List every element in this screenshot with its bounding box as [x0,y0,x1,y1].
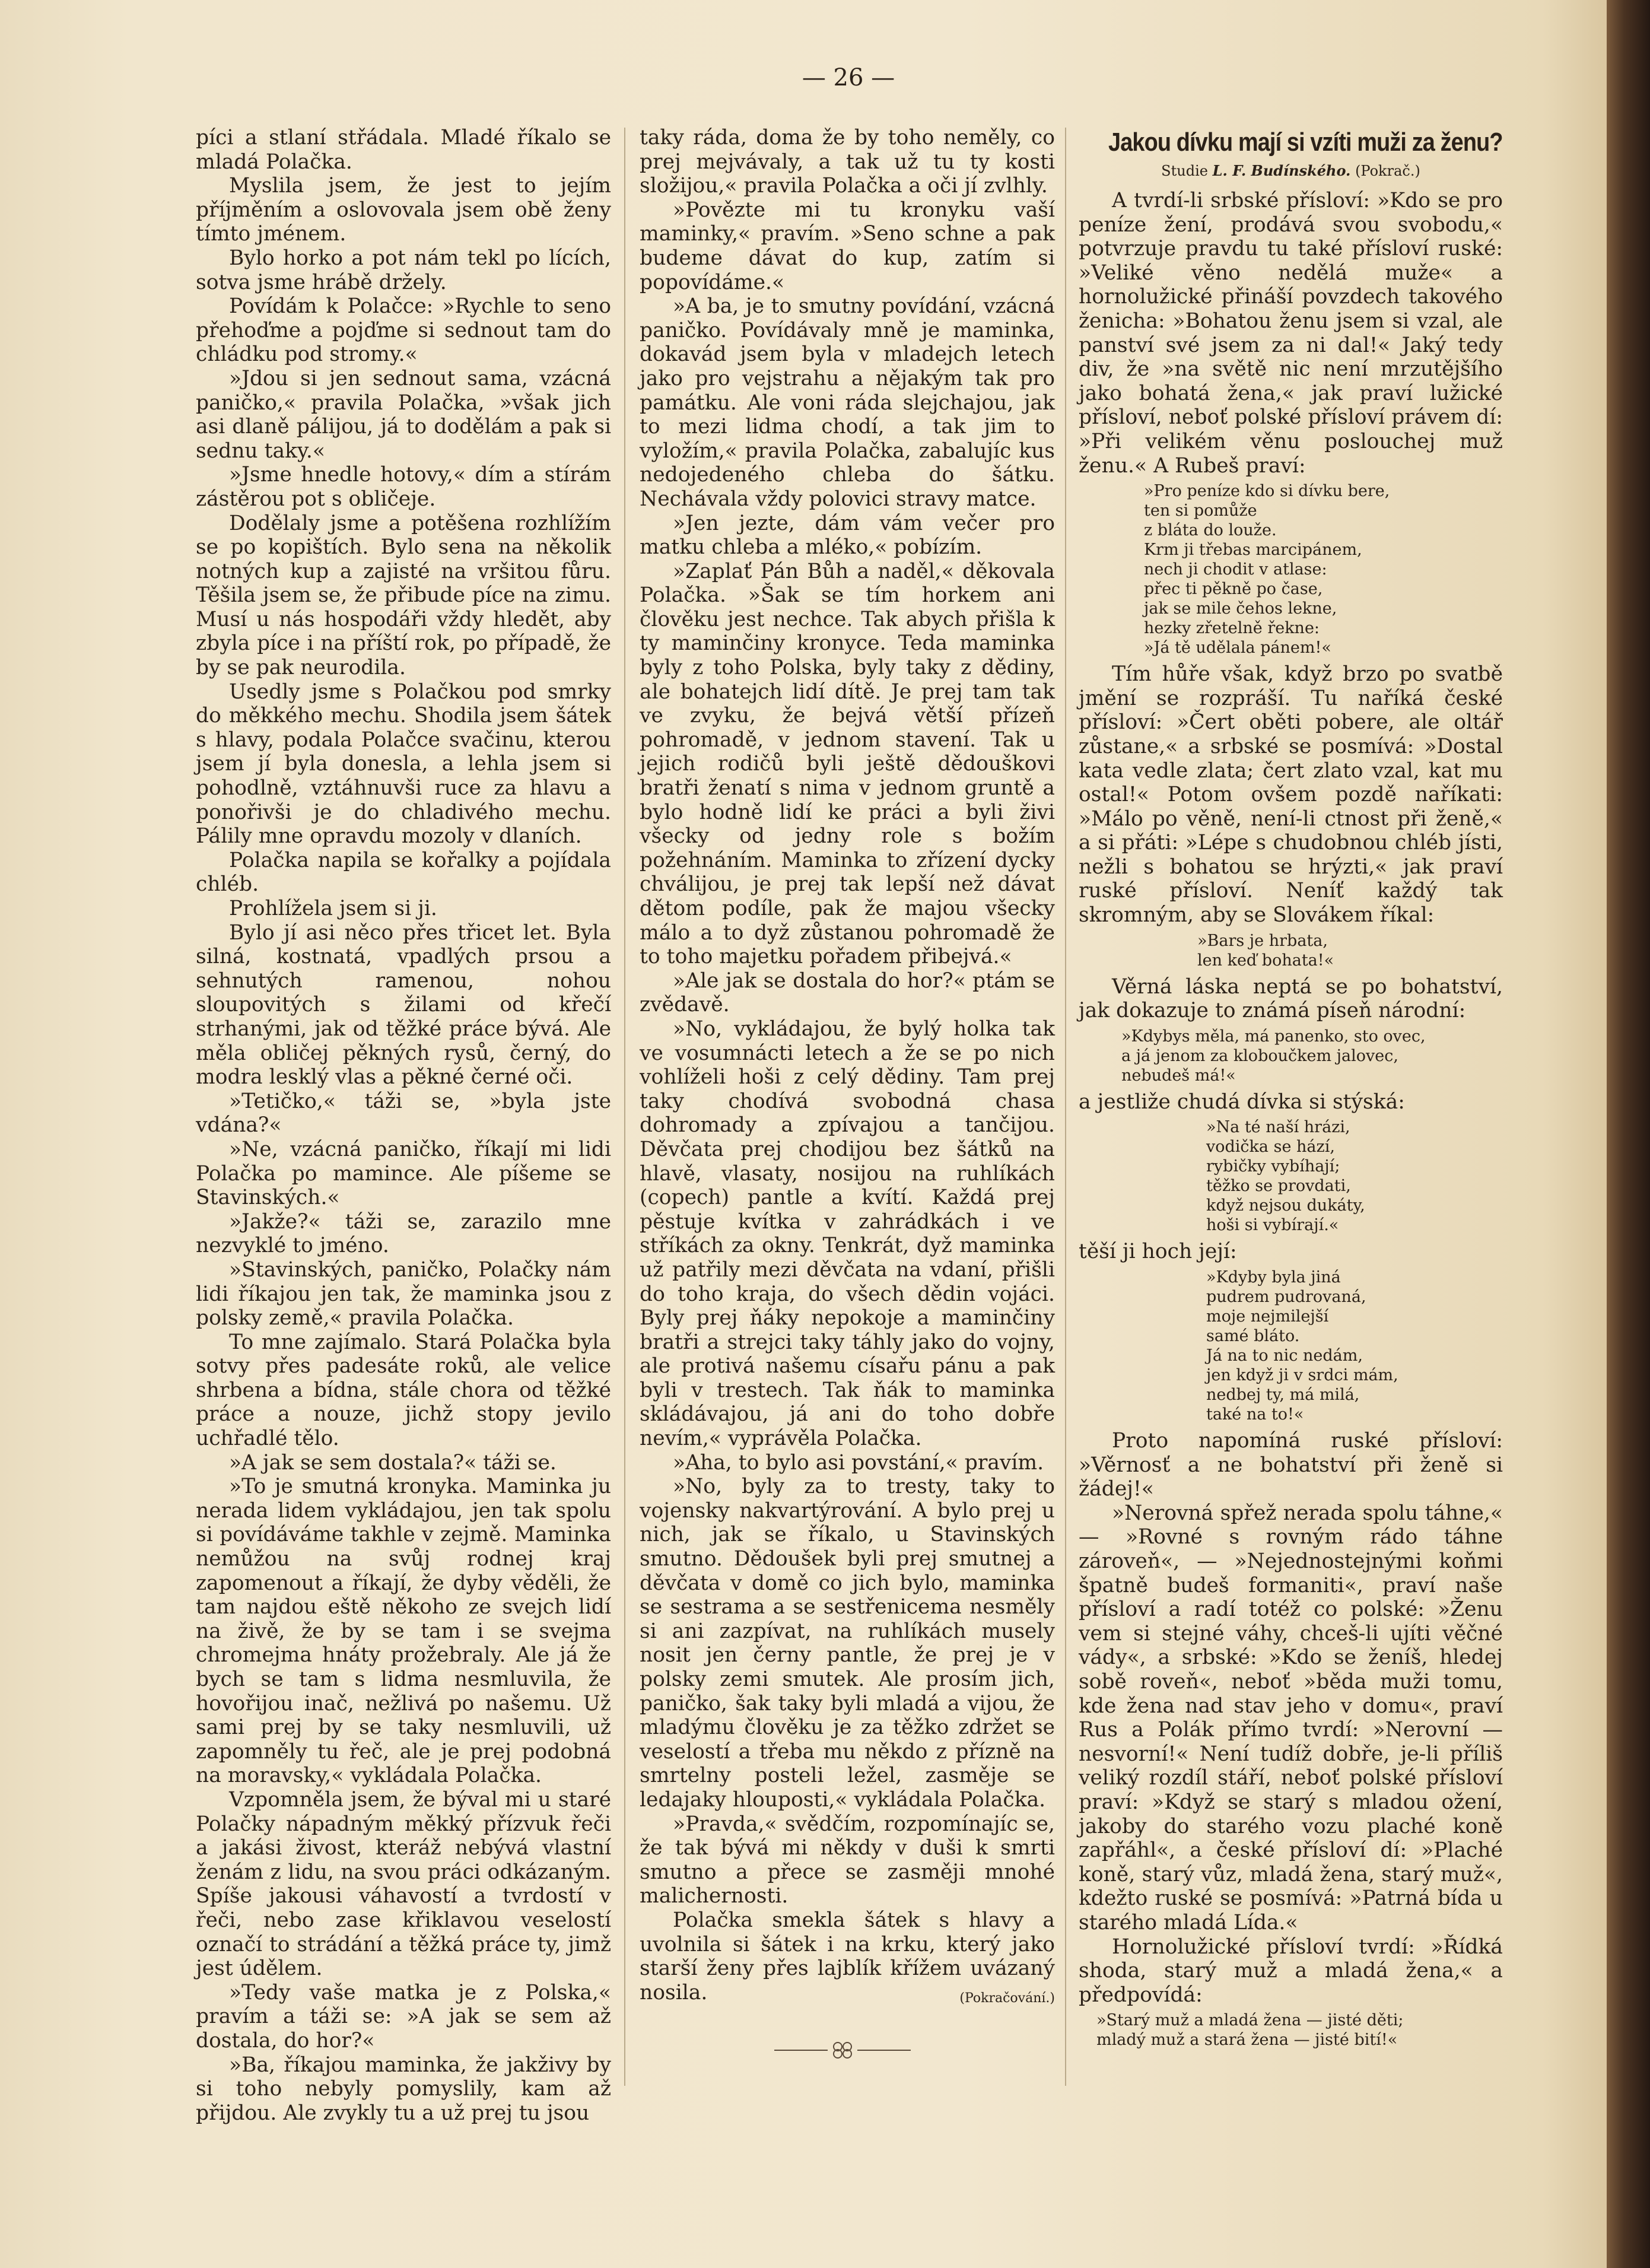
verse-line: když nejsou dukáty, [1206,1196,1365,1215]
column-divider [624,128,625,2086]
verse-line: hezky zřetelně řekne: [1144,619,1320,638]
verse-proverb [1079,2010,1503,2050]
paragraph: »Jdou si jen sednout sama, vzácná paničko,« pravila Polačka, »však jich asi dlaně pálijou, já to dodělám a pak si sednu taky.« [196,366,611,463]
verse-line: »Pro peníze kdo si dívku bere, [1144,482,1390,501]
continuation-mark: (Pokrač.) [1355,163,1420,179]
verse-line: pudrem pudrovaná, [1206,1288,1366,1307]
paragraph: Věrná láska neptá se po bohatství, jak dokazuje to známá píseň národní: [1079,974,1503,1023]
verse-line: Já na to nic nedám, [1206,1346,1363,1365]
paragraph: Myslila jsem, že jest to jejím příjměním a oslovovala jsem obě ženy tímto jménem. [196,174,611,246]
paragraph: Polačka napila se kořalky a pojídala chléb. [196,848,611,897]
paragraph: píci a stlaní střádala. Mladé říkalo se mladá Polačka. [196,126,611,174]
paragraph: »Aha, to bylo asi povstání,« pravím. [673,1450,1044,1475]
paragraph-text: Polačka smekla šátek s hlavy a uvolnila si šátek i na krku, který jako starší ženy přes lajblík křížem uvázaný nosila. [640,1908,1055,2005]
paragraph: »Zaplať Pán Bůh a naděl,« děkovala Polačka. »Šak se tím horkem ani člověku jest nechce. Tak abych přišla k ty maminčiny kronyce. Teda maminka byly z toho Polska, byly taky z dědiny, ale bohatejch lidí dítě. Je prej tam tak ve zvyku, že bejvá větší přízeň pohromadě, v jednom stavení. Tak u jejich rodičů byli ještě dědouškovi bratři ženatí s nima v jednom gruntě a bylo hodně lidí ke práci a byli živi všecky od jedny role s božím požehnáním. Maminka to zřízení dycky chválijou, je prej tak lepší než dávat dětom podíle, pak že majou všecky málo a to dyž zůstanou pohromadě že to toho majetku pořadem přibejvá.« [640,559,1055,969]
page-number: — 26 — [802,64,895,91]
verse-poor-girl [1079,1117,1503,1235]
verse-folk-song [1079,1027,1503,1085]
paragraph: »No, vykládajou, že bylý holka tak ve vosumnácti letech a že se po nich vohlíželi hoši z celý dědiny. Tam prej taky chodívá svobodná chasa dohromady a zpívajou a tančijou. Děvčata prej chodijou bez šátků na hlavě, vlasaty, nosijou na ruhlíkách (copech) pantle a kvítí. Každá prej pěstuje kvítka v zahrádkách i ve stříkách za okny. Tenkrát, dyž maminka už patřily mezi děvčata na vdaní, přišli do toho kraja, do všech dědin vojáci. Byly prej ňáky nepokoje a maminčiny bratři a strejci taky táhly jako do vojny, ale protivá našemu císařu pánu a pak byli v trestech. Tak ňák to maminka skládávajou, já ani do toho dobře nevím,« vyprávěla Polačka. [640,1017,1055,1451]
verse-line: z bláta do louže. [1144,521,1277,540]
author-name: L. F. Budínského. [1212,162,1351,179]
verse-line: ten si pomůže [1144,501,1257,520]
paragraph: »To je smutná kronyka. Maminka ju nerada lidem vykládajou, jen tak spolu si povídáváme takhle v zejmě. Maminka nemůžou na svůj rodnej kraj zapomenout a říkají, že dyby věděli, že tam najdou eště někoho ze svejch lidí na živě, že by se tam i se svejma chromejma hnáty prožebraly. Ale já že bych se tam s lidma nesmluvila, že hovořijou inač, nežlivá po našemu. Už sami prej by se taky nesmluvili, už zapomněly tu řeč, ale je prej podobná na moravsky,« vykládala Polačka. [196,1475,611,1788]
paragraph: těší ji hoch její: [1079,1240,1237,1264]
verse-line: jen když ji v srdci mám, [1206,1366,1398,1385]
verse-line: nedbej ty, má milá, [1206,1386,1360,1405]
paragraph: »Povězte mi tu kronyku vaší maminky,« pravím. »Seno schne a pak budeme dávat do kup, zatím si popovídáme.« [640,198,1055,294]
verse-line: »Na té naší hrázi, [1206,1118,1350,1137]
verse-line: rybičky vybíhají; [1206,1157,1340,1176]
paragraph: »Pravda,« svědčím, rozpomínajíc se, že tak bývá mi někdy v duši k smrti smutno a přece se zasměji mnohé malichernosti. [640,1812,1055,1908]
paragraph: »Nerovná spřež nerada spolu táhne,« — »Rovné s rovným rádo táhne zároveň«, — »Nejednostejnými koňmi špatně budeš formaniti«, praví naše přísloví a radí totéž co polské: »Ženu vem si stejné váhy, chceš-li ujíti věčné vády«, a srbské: »Kdo se ženíš, hledej sobě roveň«, neboť »běda muži tomu, kde žena nad stav jeho v domu«, praví Rus a Polák přímo tvrdí: »Nerovní — nesvorní!« Není tudíž dobře, je-li příliš veliký rozdíl stáří, neboť polské přísloví praví: »Když se starý s mladou ožení, jakoby do starého vozu plaché koně zapřáhl«, a české přísloví dí: »Plaché koně, starý vůz, mladá žena, starý muž«, kdežto ruské se posmívá: »Patrná bída u starého mladá Lída.« [1079,1501,1503,1935]
paragraph: »Stavinských, paničko, Polačky nám lidi říkajou jen tak, že maminka jsou z polsky země,« pravila Polačka. [196,1257,611,1330]
end-ornament-icon [771,2038,914,2062]
verse-line: »Kdyby byla jiná [1206,1268,1341,1287]
article-subtitle [1079,159,1503,183]
verse-line: vodička se hází, [1206,1138,1335,1157]
paragraph: »Ale jak se dostala do hor?« ptám se zvědavě. [640,968,1055,1017]
paragraph: Tím hůře však, když brzo po svatbě jmění se rozpráší. Tu naříká české přísloví: »Čert oběti pobere, ale oltář zůstane,« a srbské se posmívá: »Dostal kata vedle zlata; čert zlato vzal, kat mu ostal!« Potom ovšem pozdě naříkati: »Málo po věně, není-li ctnost při ženě,« a si přáti: »Lépe s chudobnou chléb jísti, nežli s bohatou se hrýzti,« jak praví ruské přísloví. Neníť každý tak skromným, aby se Slovákem říkal: [1079,662,1503,927]
verse-line: »Já tě udělala pánem!« [1144,639,1331,657]
verse-line: také na to!« [1206,1405,1304,1424]
paragraph: Proto napomíná ruské přísloví: »Věrnosť a ne bohatství při ženě si žádej!« [1079,1429,1503,1501]
paragraph: Vzpomněla jsem, že býval mi u staré Polačky nápadným měkký přízvuk řeči a jakási živost, kteráž nebývá vlastní ženám z lidu, na svou práci odkázaným. Spíše jakousi váhavostí a tvrdostí v řeči, nebo zase křiklavou veselostí označí to strádání a těžká práce ty, jimž jest údělem. [196,1787,611,1981]
verse-line: nebudeš má!« [1121,1066,1236,1085]
verse-boy [1079,1268,1503,1424]
paragraph: To mne zajímalo. Stará Polačka byla sotvy přes padesáte roků, ale velice shrbena a bídna, stále chora od těžké práce a nouze, jichž stopy jevilo uchřadlé tělo. [196,1330,611,1451]
paragraph: »Tetičko,« táži se, »byla jste vdána?« [196,1089,611,1138]
verse-line: jak se mile čehos lekne, [1144,599,1337,618]
verse-line: hoši si vybírají.« [1206,1216,1339,1235]
column-divider [1065,128,1066,2086]
paragraph: »No, byly za to tresty, taky to vojensky nakvartýrování. A bylo prej u nich, jak se říkalo, u Stavinských smutno. Dědoušek byli prej smutnej a děvčata v domě co jich bylo, maminka se sestrama a se sestřenicema nesměly si ani zazpívat, na ruhlíkách musely nosit jen černy pantle, že prej je v polsky zemi smutek. Ale prosím jich, paničko, šak taky byli mladá a vijou, že mladýmu člověku je za těžko zdržet se veselostí a třeba mu někdo z přízně na smrtelny posteli ležel, zasměje se ledajaky hlouposti,« vykládala Polačka. [640,1475,1055,1812]
paragraph: »Tedy vaše matka je z Polska,« pravím a táži se: »A jak se sem až dostala, do hor?« [196,1980,611,2053]
verse-rubes [1079,481,1503,657]
paragraph: A tvrdí-li srbské přísloví: »Kdo se pro peníze žení, prodává svou svobodu,« potvrzuje pravdu tu také přísloví ruské: »Veliké věno nedělá muže« a hornolužické přináší povzdech takového ženicha: »Bohatou ženu jsem si vzal, ale panství své jsem za ni dal!« Jaký tedy div, že »na světě nic není mrzutějšího jako bohatá žena,« jak praví lužické přísloví, neboť polské přísloví právem dí: »Při velikém věnu poslouchej muž ženu.« A Rubeš praví: [1079,189,1503,478]
paragraph: »Jakže?« táži se, zarazilo mne nezvyklé to jméno. [196,1209,611,1258]
column-3 [1079,126,1503,2054]
verse-line: a já jenom za kloboučkem jalovec, [1121,1046,1398,1065]
verse-line: těžko se provdati, [1206,1177,1351,1196]
paragraph: Bylo horko a pot nám tekl po lících, sotva jsme hrábě držely. [196,246,611,294]
verse-line: samé bláto. [1206,1327,1300,1346]
verse-line: Krm ji třebas marcipánem, [1144,541,1362,560]
paragraph: »A jak se sem dostala?« táži se. [229,1450,557,1475]
subtitle-prefix: Studie [1161,163,1208,179]
paragraph-last [640,1908,1055,2005]
verse-slovak [1079,931,1503,970]
verse-line: »Kdybys měla, má panenko, sto ovec, [1121,1027,1426,1046]
book-spine [1607,0,1650,2268]
paragraph: Usedly jsme s Polačkou pod smrky do měkkého mechu. Shodila jsem šátek s hlavy, podala Polačce svačinu, kterou jsem jí byla donesla, a lehla jsem si pohodlně, vztáhnuvši ruce za hlavu a ponořivši je do chladivého mechu. Pálily mne opravdu mozoly v dlaních. [196,679,611,849]
paragraph: »Ne, vzácná paničko, říkají mi lidi Polačka po mamince. Ale píšeme se Stavinských.« [196,1137,611,1210]
verse-line: »Bars je hrbata, [1197,931,1328,950]
paragraph: Dodělaly jsme a potěšena rozhlížím se po kopištích. Bylo sena na několik notných kup a zajisté na vršitou fůru. Těšila jsem se, že přibude píce na zimu. Musí u nás hospodáři vždy hledět, aby zbyla píce i na příští rok, po případě, že by se pak neurodila. [196,511,611,680]
paragraph: a jestliže chudá dívka si stýská: [1079,1089,1405,1114]
continued-note: (Pokračování.) [959,1990,1055,2006]
verse-line: přec ti pěkně po čase, [1144,580,1323,599]
verse-line: len keď bohata!« [1197,951,1334,970]
paragraph: Hornolužické přísloví tvrdí: »Řídká shoda, starý muž a mladá žena,« a předpovídá: [1079,1935,1503,2007]
paragraph: Povídám k Polačce: »Rychle to seno přehoďme a pojďme si sednout tam do chládku pod stromy.« [196,294,611,367]
verse-line: nech ji chodit v atlase: [1144,560,1327,579]
paragraph: »Jen jezte, dám vám večer pro matku chleba a mléko,« pobízím. [640,511,1055,560]
column-2 [640,126,1055,2010]
paragraph: »A ba, je to smutny povídání, vzácná paničko. Povídávaly mně je maminka, dokavád jsem byla v mladejch letech jako pro vejstrahu a nějakým tak pro památku. Ale voni ráda slejchajou, jak to mezi lidma chodí, a tak jim to vyložím,« pravila Polačka, zabalujíc kus nedojedeného chleba do šátku. Nechávala vždy polovici stravy matce. [640,294,1055,511]
paragraph: Prohlížela jsem si ji. [229,897,437,920]
verse-line: moje nejmilejší [1206,1307,1329,1326]
article-title: Jakou dívku mají si vzíti muži za ženu? [1108,128,1503,157]
column-1 [196,126,611,2125]
verse-line: »Starý muž a mladá žena — jisté děti; [1096,2011,1404,2030]
paragraph: Bylo jí asi něco přes třicet let. Byla silná, kostnatá, vpadlých prsou a sehnutých ramenou, nohou sloupovitých s žilami od křečí strhanými, jak od těžké práce bývá. Ale měla obličej pěkných rysů, černý, do modra lesklý vlas a pěkné černé oči. [196,920,611,1089]
paragraph: taky ráda, doma že by toho neměly, co prej mejvávaly, a tak už tu ty kosti složijou,« pravila Polačka a oči jí zvlhly. [640,126,1055,198]
verse-line: mladý muž a stará žena — jisté bití!« [1096,2031,1398,2050]
paragraph: »Ba, říkajou maminka, že jakživy by si toho nebyly pomyslily, kam až přijdou. Ale zvykly tu a už prej tu jsou [196,2053,611,2125]
paragraph: »Jsme hnedle hotovy,« dím a stírám zástěrou pot s obličeje. [196,463,611,511]
